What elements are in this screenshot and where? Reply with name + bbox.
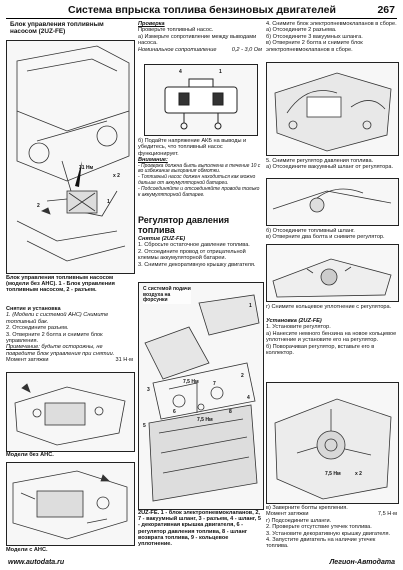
after-step-2: 2. Проверьте отсутствие утечек топлива.: [266, 524, 372, 531]
footer-website: www.autodata.ru: [8, 559, 65, 566]
engine-exploded-drawing: [139, 283, 263, 509]
fig-qty: х 2: [355, 471, 362, 477]
step-5c: в) Отверните два болта и снимите регулятор.: [266, 234, 385, 241]
check-step: Проверьте топливный насос.: [138, 27, 214, 34]
fig-torque-2: 7,5 Нм: [197, 417, 213, 423]
column-left: [6, 20, 133, 554]
regulator-removal-title: Снятие (2UZ-FE): [138, 236, 186, 242]
after-step-4: 4. Запустите двигатель на наличие утечек топлива.: [266, 537, 376, 550]
callout-5: 5: [143, 423, 146, 429]
callout-7: 7: [213, 381, 216, 387]
page-title: Система впрыска топлива бензиновых двигателей: [68, 4, 336, 16]
step4-block: [266, 21, 397, 53]
warning-label: Внимание:: [138, 157, 168, 164]
regulator-removal-block: [138, 236, 262, 268]
reg-step-1: 1. Сбросьте остаточное давление топлива.: [138, 242, 250, 249]
torque-spec-label: Момент затяжки: [6, 357, 49, 364]
qty-label: х 2: [113, 173, 120, 179]
vehicle-chassis-drawing: [7, 41, 134, 273]
removal-step-1: 1. (Модели с системой АНС) Снимите топливный бак.: [6, 312, 109, 325]
figure-pump-control-unit: [6, 40, 135, 274]
valve-block-drawing: [267, 63, 398, 155]
install-step-1b: б) Поворачивая регулятор, вставьте его в коллектор.: [266, 343, 375, 357]
figure-regulator-bolts: [266, 244, 399, 302]
callout-3: 3: [147, 387, 150, 393]
after-install-block: [266, 505, 397, 550]
torque-label: 31 Нм: [79, 165, 94, 171]
note-text: будьте осторожны, не повредите блок управления при снятии.: [6, 344, 115, 357]
step-5: 5. Снимите регулятор давления топлива.: [266, 158, 374, 164]
step-5a: а) Отсоедините вакуумный шланг от регулятора.: [266, 164, 394, 171]
callout-2: 2: [37, 203, 40, 209]
figure-model-no-ahs: [6, 372, 135, 452]
page-number: 267: [377, 4, 395, 16]
vacuum-hose-drawing: [267, 179, 398, 225]
after-step-3: 3. Установите декоративную крышку двигателя.: [266, 530, 391, 537]
after-torque-value: 7,5 Н·м: [377, 511, 397, 518]
resistance-spec-value: 0,2 - 3,0 Ом: [231, 46, 262, 53]
connector-drawing: [145, 65, 257, 135]
torque-spec: [6, 357, 133, 363]
figure-caption-1: Блок управления топливным насосом (модели без АНС). 1 - Блок управления топливным насосом, 2 - разъем.: [6, 275, 115, 294]
resistance-spec: [138, 47, 262, 53]
step-4b: б) Отсоедините 3 вакуумных шланга.: [266, 33, 363, 40]
figure-engine-2uz-fe: [138, 282, 264, 510]
removal-title: Снятие и установка: [6, 306, 61, 312]
removal-step-3: 3. Отверните 2 болта и снимите блок управления.: [6, 331, 103, 345]
figure-caption-3: Модели с АНС.: [6, 547, 48, 553]
regulator-install-drawing: [267, 383, 398, 503]
after-step-d: г) Подсоедините шланги.: [266, 517, 332, 524]
resistance-spec-label: Номинальное сопротивление: [138, 46, 217, 53]
callout-2: 2: [241, 373, 244, 379]
pin-label-1: 1: [219, 69, 222, 75]
bracket-drawing-no-ahs: [7, 373, 134, 451]
figure-model-ahs: [6, 462, 135, 546]
step-5b: б) Отсоедините топливный шланг.: [266, 228, 355, 234]
install-title: Установка (2UZ-FE): [266, 318, 322, 324]
after-step-c: в) Заверните болты крепления.: [266, 505, 348, 511]
figure-valve-block: [266, 62, 399, 156]
figure-regulator-install: [266, 382, 399, 504]
page-header: [6, 4, 397, 19]
note-label: Примечание:: [6, 344, 40, 351]
fig-torque-1: 7,5 Нм: [183, 379, 199, 385]
warning-line-2: - Топливный насос должен находиться как можно дальше от аккумуляторной батареи.: [138, 174, 256, 187]
warning-line-3: - Подсоединяйте и отсоединяйте провода только к аккумуляторной батарее.: [138, 185, 260, 198]
callout-1: 1: [249, 303, 252, 309]
step5d: г) Снимите кольцевое уплотнение с регулятора.: [266, 304, 392, 310]
check-step-b: б) Подайте напряжение АКБ на выводы и убедитесь, что топливный насос функционирует.: [138, 138, 247, 157]
fig-box-label: С системой подачи воздуха на форсунки: [143, 286, 191, 303]
step5b-block: [266, 228, 397, 241]
callout-1: 1: [107, 199, 110, 205]
check-step-a: а) Измерьте сопротивление между выводами насоса.: [138, 33, 257, 47]
figure-caption-engine: 2UZ-FE. 1 - блок электропневмоклапанов, 2, 7 - вакуумный шланг, 3 - разъем, 4 - шланг, 5 - декоративная крышка двигателя, 6 - регулятор давления топлива, 8 - шланг возврата топлива, 9 - кольцевое уплотнение.: [138, 510, 261, 548]
figure-pump-connector: [144, 64, 258, 136]
step-4c: в) Отверните 2 болта и снимите блок электропневмоклапанов в сборе.: [266, 40, 363, 53]
pin-label-4: 4: [179, 69, 182, 75]
torque-spec-value: 31 Н·м: [115, 357, 133, 364]
bracket-drawing-ahs: [7, 463, 134, 545]
regulator-bolts-drawing: [267, 245, 398, 301]
fig-torque: 7,5 Нм: [325, 471, 341, 477]
callout-6: 6: [173, 409, 176, 415]
note-paragraph: [6, 344, 133, 357]
install-step-1a: а) Нанесите немного бензина на новое кольцевое уплотнение и установите его на регулятор.: [266, 330, 397, 344]
column-right: [266, 20, 397, 554]
after-torque-label: Момент затяжки: [266, 511, 309, 518]
figure-caption-2: Модели без АНС.: [6, 452, 54, 458]
column-middle: [138, 20, 262, 554]
step5-block: [266, 158, 397, 171]
footer-publisher: Легион-Автодата: [329, 559, 395, 566]
removal-step-2: 2. Отсоедините разъем.: [6, 325, 69, 332]
step-4: 4. Снимите блок электропневмоклапанов в сборе.: [266, 21, 397, 27]
section-title-pump-control: Блок управления топливным насосом (2UZ-FE): [10, 21, 104, 35]
install-step-1: 1. Установите регулятор.: [266, 324, 331, 331]
reg-step-3: 3. Снимите декоративную крышку двигателя.: [138, 261, 256, 268]
reg-step-2: 2. Отсоедините провод от отрицательной клеммы аккумуляторной батареи.: [138, 248, 246, 262]
callout-4: 4: [247, 395, 250, 401]
install-block: [266, 318, 397, 356]
check-title: Проверка: [138, 21, 165, 27]
figure-vacuum-hose: [266, 178, 399, 226]
check-block: [138, 21, 262, 53]
removal-block: [6, 306, 133, 364]
step-4a: а) Отсоедините 2 разъема.: [266, 27, 337, 34]
callout-8: 8: [229, 409, 232, 415]
warning-line-1: - Проверка должна быть выполнена в течение 10 с во избежание выгорания обмотки.: [138, 162, 261, 175]
check-continued: [138, 138, 262, 198]
section-title-fuel-regulator: Регулятор давления топлива: [138, 215, 230, 235]
